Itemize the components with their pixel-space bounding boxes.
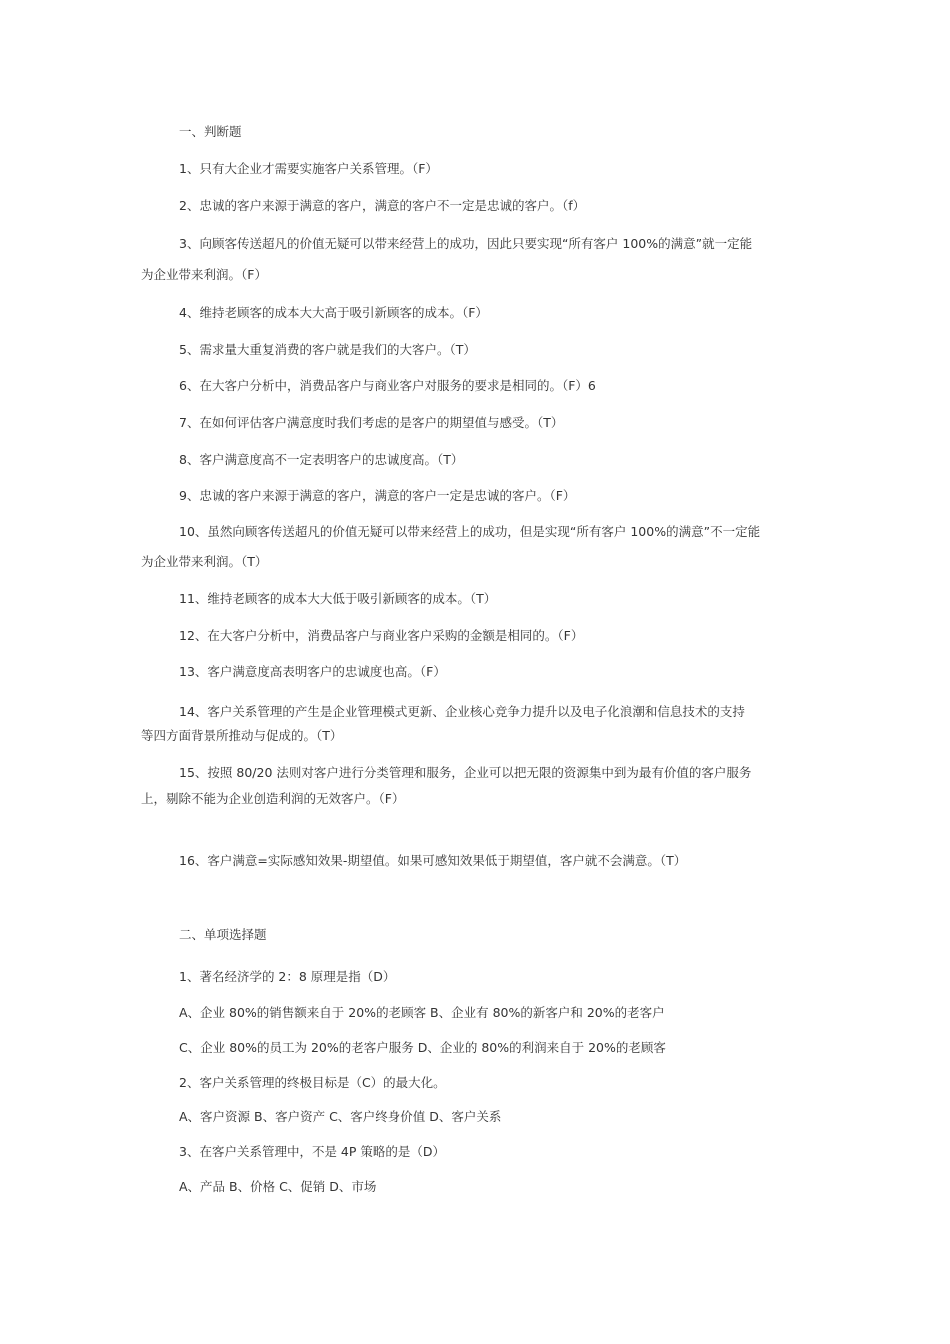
question-tf-14-line1: 14、客户关系管理的产生是企业管理模式更新、企业核心竞争力提升以及电子化浪潮和信息技术的支持 bbox=[179, 704, 745, 719]
question-tf-12: 12、在大客户分析中，消费品客户与商业客户采购的金额是相同的。（F） bbox=[179, 628, 584, 643]
question-tf-10-line1: 10、虽然向顾客传送超凡的价值无疑可以带来经营上的成功，但是实现“所有客户 100%的满意”不一定能 bbox=[179, 524, 761, 539]
question-tf-3-line2: 为企业带来利润。（F） bbox=[141, 267, 267, 282]
question-tf-11: 11、维持老顾客的成本大大低于吸引新顾客的成本。（T） bbox=[179, 591, 497, 606]
question-tf-13: 13、客户满意度高表明客户的忠诚度也高。（F） bbox=[179, 664, 446, 679]
question-tf-3-line1: 3、向顾客传送超凡的价值无疑可以带来经营上的成功，因此只要实现“所有客户 100%的满意”就一定能 bbox=[179, 236, 753, 251]
question-mc-2-options: A、客户资源 B、客户资产 C、客户终身价值 D、客户关系 bbox=[179, 1109, 502, 1124]
question-mc-1-options-ab: A、企业 80%的销售额来自于 20%的老顾客 B、企业有 80%的新客户和 20%的老客户 bbox=[179, 1005, 665, 1020]
question-tf-5: 5、需求量大重复消费的客户就是我们的大客户。（T） bbox=[179, 342, 476, 357]
question-tf-14-line2: 等四方面背景所推动与促成的。（T） bbox=[141, 728, 343, 743]
question-tf-16: 16、客户满意=实际感知效果-期望值。如果可感知效果低于期望值，客户就不会满意。（T） bbox=[179, 853, 687, 868]
question-mc-1: 1、著名经济学的 2：8 原理是指（D） bbox=[179, 969, 396, 984]
question-tf-15-line1: 15、按照 80/20 法则对客户进行分类管理和服务，企业可以把无限的资源集中到为最有价值的客户服务 bbox=[179, 765, 752, 780]
question-tf-9: 9、忠诚的客户来源于满意的客户，满意的客户一定是忠诚的客户。（F） bbox=[179, 488, 576, 503]
question-tf-8: 8、客户满意度高不一定表明客户的忠诚度高。（T） bbox=[179, 452, 464, 467]
question-tf-2: 2、忠诚的客户来源于满意的客户，满意的客户不一定是忠诚的客户。（f） bbox=[179, 198, 586, 213]
question-tf-15-line2: 上，剔除不能为企业创造利润的无效客户。（F） bbox=[141, 791, 405, 806]
question-tf-10-line2: 为企业带来利润。（T） bbox=[141, 554, 268, 569]
question-mc-2: 2、客户关系管理的终极目标是（C）的最大化。 bbox=[179, 1075, 446, 1090]
question-tf-6: 6、在大客户分析中，消费品客户与商业客户对服务的要求是相同的。（F）6 bbox=[179, 378, 596, 393]
question-tf-4: 4、维持老顾客的成本大大高于吸引新顾客的成本。（F） bbox=[179, 305, 488, 320]
question-mc-3: 3、在客户关系管理中，不是 4P 策略的是（D） bbox=[179, 1144, 446, 1159]
question-mc-1-options-cd: C、企业 80%的员工为 20%的老客户服务 D、企业的 80%的利润来自于 20%的老顾客 bbox=[179, 1040, 666, 1055]
question-tf-1: 1、只有大企业才需要实施客户关系管理。（F） bbox=[179, 161, 438, 176]
section-heading-multiple-choice: 二、单项选择题 bbox=[179, 927, 267, 942]
section-heading-true-false: 一、判断题 bbox=[179, 124, 242, 139]
question-tf-7: 7、在如何评估客户满意度时我们考虑的是客户的期望值与感受。（T） bbox=[179, 415, 564, 430]
question-mc-3-options: A、产品 B、价格 C、促销 D、市场 bbox=[179, 1179, 377, 1194]
